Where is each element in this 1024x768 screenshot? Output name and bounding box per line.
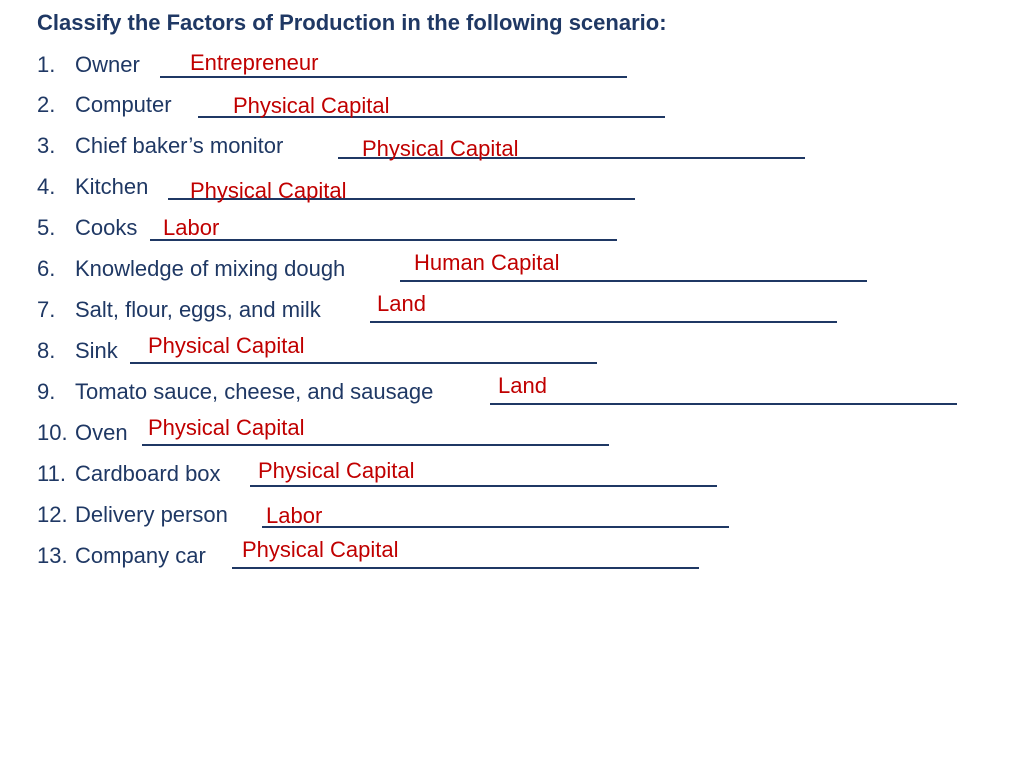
item-label: Salt, flour, eggs, and milk [75, 297, 321, 322]
answer-text: Physical Capital [148, 333, 305, 358]
list-item [0, 52, 1024, 82]
answer-blank[interactable] [262, 526, 729, 528]
item-label: Computer [75, 92, 172, 117]
item-number: 4. [37, 174, 56, 199]
item-number: 2. [37, 92, 56, 117]
answer-text: Physical Capital [362, 136, 519, 161]
list-item [0, 291, 1024, 327]
item-number: 13. [37, 543, 68, 568]
answer-blank[interactable] [142, 444, 609, 446]
answer-text: Physical Capital [233, 93, 390, 118]
item-number: 9. [37, 379, 56, 404]
list-item [0, 174, 1024, 204]
item-number: 11. [37, 461, 66, 486]
answer-text: Labor [163, 215, 220, 240]
item-label: Company car [75, 543, 206, 568]
item-number: 10. [37, 420, 68, 445]
answer-text: Physical Capital [148, 415, 305, 440]
list-item [0, 333, 1024, 368]
answer-blank[interactable] [490, 403, 957, 405]
item-number: 7. [37, 297, 56, 322]
answer-text: Land [377, 291, 426, 316]
item-label: Chief baker’s monitor [75, 133, 284, 158]
list-item [0, 92, 1024, 122]
list-item [0, 415, 1024, 450]
item-number: 6. [37, 256, 56, 281]
answer-text: Labor [266, 503, 323, 528]
item-number: 12. [37, 502, 68, 527]
item-label: Cooks [75, 215, 138, 240]
answer-text: Human Capital [414, 250, 560, 275]
answer-text: Physical Capital [190, 178, 347, 203]
item-label: Owner [75, 52, 140, 77]
item-label: Delivery person [75, 502, 228, 527]
answer-text: Land [498, 373, 547, 398]
item-label: Sink [75, 338, 118, 363]
list-item [0, 250, 1024, 286]
list-item [0, 133, 1024, 163]
answer-blank[interactable] [160, 76, 627, 78]
worksheet-title: Classify the Factors of Production in the following scenario: [37, 10, 667, 35]
item-number: 5. [37, 215, 56, 240]
answer-blank[interactable] [400, 280, 867, 282]
item-label: Cardboard box [75, 461, 221, 486]
list-item [0, 215, 1024, 245]
item-label: Knowledge of mixing dough [75, 256, 346, 281]
item-number: 1. [37, 52, 56, 77]
item-label: Oven [75, 420, 128, 445]
list-item [0, 373, 1024, 409]
answer-text: Physical Capital [258, 458, 415, 483]
list-item [0, 458, 1024, 491]
answer-blank[interactable] [250, 485, 717, 487]
answer-text: Entrepreneur [190, 50, 319, 75]
item-number: 8. [37, 338, 56, 363]
answer-text: Physical Capital [242, 537, 399, 562]
answer-blank[interactable] [232, 567, 699, 569]
list-item [0, 502, 1024, 532]
item-number: 3. [37, 133, 56, 158]
item-label: Kitchen [75, 174, 149, 199]
item-label: Tomato sauce, cheese, and sausage [75, 379, 434, 404]
answer-blank[interactable] [130, 362, 597, 364]
list-item [0, 537, 1024, 573]
answer-blank[interactable] [370, 321, 837, 323]
answer-blank[interactable] [150, 239, 617, 241]
